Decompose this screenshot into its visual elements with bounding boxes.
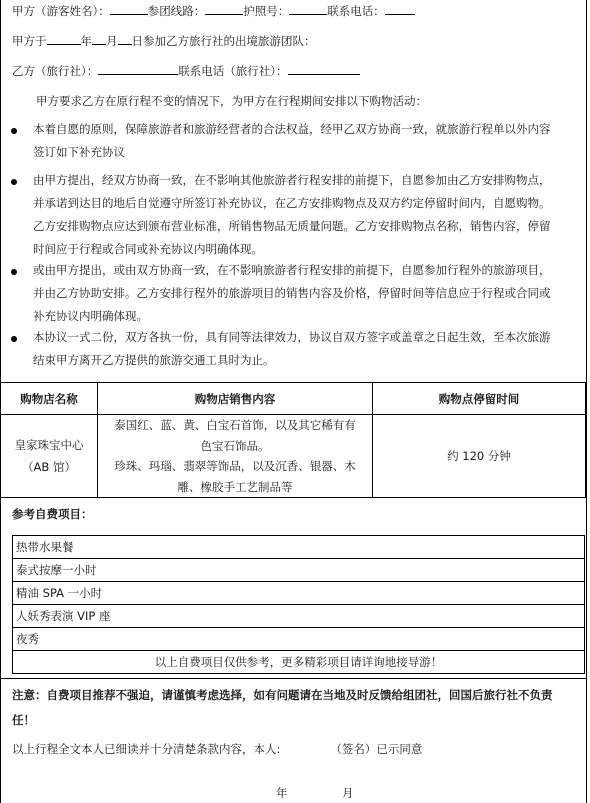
- tour-route-label: 参团线路：: [147, 4, 206, 18]
- confirm-text: 以上行程全文本人已细读并十分清楚条款内容，本人:: [12, 742, 281, 756]
- divider: [0, 678, 587, 679]
- shop-content-line: 珍珠、玛瑙、翡翠等饰品，以及沉香、银器、木: [114, 459, 356, 473]
- date-suffix-label: 日参加乙方旅行社的出境旅游团队：: [131, 34, 316, 48]
- agency-phone-label: 联系电话（旅行社）：: [178, 64, 288, 78]
- month-label: 月: [106, 34, 118, 48]
- shop-content-line: 雕、橡胶手工艺制品等: [177, 479, 293, 494]
- shop-name-cell: [1, 415, 98, 498]
- year-field[interactable]: [47, 32, 81, 45]
- phone-field[interactable]: [385, 2, 415, 15]
- header-shop-content: 购物店销售内容: [98, 383, 373, 415]
- header-line-2: [12, 32, 316, 49]
- shopping-table: [0, 382, 586, 498]
- clause-4-line: 本协议一式二份，双方各执一份，具有同等法律效力，协议自双方签字或盖章之日起生效，至本次旅游: [33, 330, 551, 344]
- header-line-1: [12, 2, 415, 19]
- month-field[interactable]: [92, 32, 106, 45]
- agency-field[interactable]: [98, 62, 178, 75]
- clause-3: [33, 259, 573, 328]
- date-prefix-label: 甲方于: [12, 34, 47, 48]
- tourist-name-label: 甲方（游客姓名）：: [12, 4, 110, 18]
- clause-1-line: 本着自愿的原则，保障旅游者和旅游经营者的合法权益，经甲乙双方协商一致，就旅游行程单以外内容: [33, 122, 551, 136]
- clause-3-line: 补充协议内明确体现。: [33, 309, 148, 323]
- shop-content-line: 色宝石饰品。: [200, 438, 270, 453]
- extra-item: 热带水果餐: [13, 536, 585, 559]
- date-year: 年: [276, 786, 288, 800]
- notice-line: 任！: [12, 713, 35, 727]
- signature-label: （签名）已示同意: [330, 742, 423, 756]
- notice-line: 注意：自费项目推荐不强迫，请谨慎考虑选择，如有问题请在当地及时反馈给组团社，回国后旅行社不负责: [12, 688, 553, 702]
- bullet-icon: [11, 336, 17, 342]
- confirm-line: [12, 741, 422, 757]
- list-item: [13, 605, 585, 628]
- list-item: [13, 651, 585, 674]
- clause-4: [33, 326, 573, 372]
- agency-label: 乙方（旅行社）：: [12, 64, 99, 78]
- header-shop-name: 购物店名称: [1, 383, 98, 415]
- extra-item: 泰式按摩一小时: [13, 559, 585, 582]
- extra-item: 夜秀: [13, 628, 585, 651]
- shop-content-cell: [98, 415, 373, 498]
- clause-2-line: 由甲方提出，经双方协商一致，在不影响其他旅游者行程安排的前提下，自愿参加由乙方安排购物点，: [33, 173, 551, 187]
- clause-2-line: 时间应于行程或合同或补充协议内明确体现。: [33, 242, 263, 256]
- list-item: [13, 582, 585, 605]
- agency-phone-field[interactable]: [288, 62, 360, 75]
- table-row: [1, 415, 586, 498]
- shop-content-line: 泰国红、蓝、黄、白宝石首饰，以及其它稀有有: [114, 418, 356, 432]
- year-label: 年: [80, 34, 92, 48]
- clause-4-line: 结束甲方离开乙方提供的旅游交通工具时为止。: [33, 353, 275, 367]
- clause-2-line: 乙方安排购物点应达到颁布营业标准，所销售物品无质量问题。乙方安排购物点名称，销售内容，停留: [33, 219, 551, 233]
- extra-item: 精油 SPA 一小时: [13, 582, 585, 605]
- phone-label: 联系电话：: [327, 4, 385, 18]
- notice: [12, 683, 584, 733]
- shopping-table-header: [1, 383, 586, 415]
- clause-2: [33, 169, 573, 261]
- shop-hall: （AB 馆）: [22, 460, 76, 474]
- stay-time-cell: 约 120 分钟: [373, 415, 586, 498]
- extra-item: 人妖秀表演 VIP 座: [13, 605, 585, 628]
- extras-title: 参考自费项目：: [12, 507, 93, 521]
- header-line-3: [12, 62, 360, 79]
- clause-1-line: 签订如下补充协议: [33, 145, 125, 159]
- list-item: [13, 628, 585, 651]
- list-item: [13, 536, 585, 559]
- list-item: [13, 559, 585, 582]
- extras-footer: 以上自费项目仅供参考，更多精彩项目请详询地接导游！: [13, 651, 585, 674]
- tour-route-field[interactable]: [205, 2, 243, 15]
- header-stay-time: 购物点停留时间: [373, 383, 586, 415]
- clause-1: [33, 118, 573, 164]
- shop-name: 皇家珠宝中心: [14, 438, 84, 452]
- passport-label: 护照号：: [243, 4, 290, 18]
- bullet-icon: [11, 179, 17, 185]
- date-month: 月: [342, 786, 354, 800]
- clause-3-line: 或由甲方提出，或由双方协商一致，在不影响旅游者行程安排的前提下，自愿参加行程外的旅游项目，: [33, 263, 551, 277]
- intro-text: 甲方要求乙方在原行程不变的情况下，为甲方在行程期间安排以下购物活动：: [36, 94, 427, 108]
- passport-field[interactable]: [289, 2, 327, 15]
- tourist-name-field[interactable]: [110, 2, 148, 15]
- bullet-icon: [11, 128, 17, 134]
- clause-2-line: 并承诺到达目的地后自觉遵守所签订补充协议，在乙方安排购物点及双方约定停留时间内，自愿购物。: [33, 196, 551, 210]
- bullet-icon: [11, 269, 17, 275]
- extras-table: [12, 535, 585, 674]
- day-field[interactable]: [118, 32, 132, 45]
- clause-3-line: 并由乙方协助安排。乙方安排行程外的旅游项目的销售内容及价格，停留时间等信息应于行程或合同或: [33, 286, 551, 300]
